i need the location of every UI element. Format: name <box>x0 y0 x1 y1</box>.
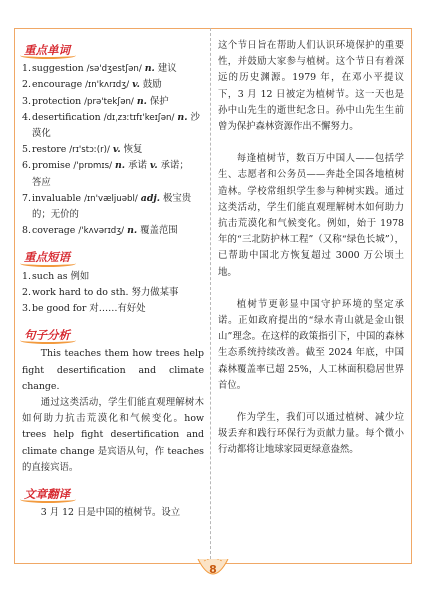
section-heading-phrases: 重点短语 <box>22 249 70 265</box>
section-heading-words: 重点单词 <box>22 42 70 58</box>
word-item: 5. restore /rɪ'stɔː(r)/ v. 恢复 <box>22 144 143 156</box>
translation-paragraph: 作为学生，我们可以通过植树、减少垃圾丢弃和践行环保行为贡献力量。每个微小行动都将让地球家园更绿意盎然。 <box>218 412 404 456</box>
translation-paragraph: 植树节更彰显中国守护环境的坚定承诺。正如政府提出的“绿水青山就是金山银山”理念。在这样的政策指引下，中国的森林生态系统持续改善。截至 2024 年底，中国森林覆盖率已超 25%，人工林面积稳居世界首位。 <box>218 298 404 391</box>
word-item: 6. promise /'prɒmɪs/ n. 承诺 v. 承诺； <box>22 160 189 172</box>
word-item: 8. coverage /'kʌvərɪdʒ/ n. 覆盖范围 <box>22 225 178 237</box>
page-number: 8 <box>209 563 217 576</box>
word-item-continuation: 答应 <box>32 176 51 188</box>
word-item: 3. protection /prə'tekʃən/ n. 保护 <box>22 95 169 107</box>
phrase-item: 1. such as 例如 <box>22 270 90 282</box>
column-divider <box>210 28 211 564</box>
word-item-continuation: 漠化 <box>32 128 51 140</box>
left-column <box>22 38 204 521</box>
sentence-english: This teaches them how trees help fight desertification and climate change. <box>22 348 204 392</box>
word-item: 4. desertification /dɪˌzɜːtɪfɪ'keɪʃən/ n. 沙 <box>22 111 200 123</box>
word-item-continuation: 的；无价的 <box>32 209 79 221</box>
right-column <box>218 38 404 459</box>
phrase-item: 2. work hard to do sth. 努力做某事 <box>22 286 179 298</box>
sentence-analysis: 通过这类活动，学生们能直观理解树木如何助力抗击荒漠化和气候变化。how trees help fight desertification and climate change 是宾语从句，作 teaches 的直接宾语。 <box>22 397 204 473</box>
translation-start: 3 月 12 日是中国的植树节。设立 <box>40 507 181 519</box>
phrase-item: 3. be good for 对……有好处 <box>22 303 146 315</box>
section-heading-sentence: 句子分析 <box>22 327 70 343</box>
word-item: 1. suggestion /sə'dʒestʃən/ n. 建议 <box>22 63 177 75</box>
word-item: 2. encourage /ɪn'kʌrɪdʒ/ v. 鼓励 <box>22 79 162 91</box>
translation-paragraph: 这个节日旨在帮助人们认识环境保护的重要性，并鼓励大家参与植树。这个节日有着深远的历史渊源。1979 年，在邓小平提议下，3 月 12 日被定为植树节。这一天也是孙中山先生的逝世纪念日。孙中山先生生前曾为保护森林资源作出不懈努力。 <box>218 40 404 133</box>
translation-paragraph: 每逢植树节，数百万中国人——包括学生、志愿者和公务员——奔赴全国各地植树造林。学校常组织学生参与种树实践。通过这类活动，学生们能直观理解树木如何助力抗击荒漠化和气候变化。例如，始于 1978 年的“三北防护林工程”（又称“绿色长城”），已帮助中国北方恢复超过 3000 万公顷土地。 <box>218 153 404 278</box>
word-item: 7. invaluable /ɪn'væljuəbl/ adj. 极宝贵 <box>22 192 192 204</box>
section-heading-translation: 文章翻译 <box>22 486 70 502</box>
page-number-badge <box>196 559 230 585</box>
